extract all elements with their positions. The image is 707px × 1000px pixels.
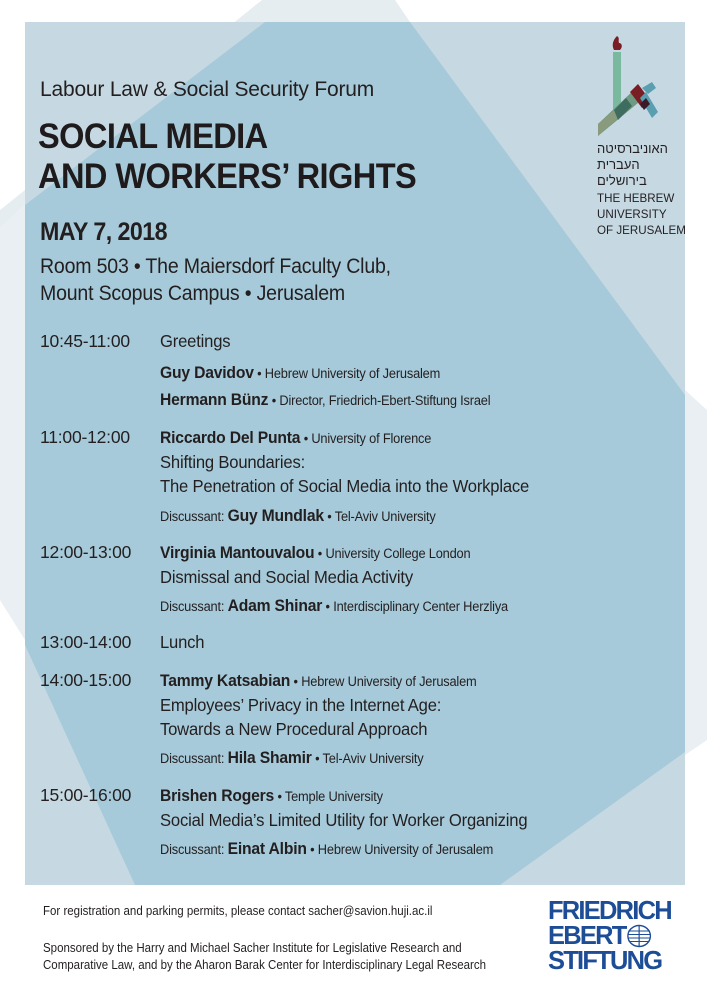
huji-hebrew-line3: בירושלים <box>597 173 647 188</box>
speaker-row <box>160 389 490 410</box>
globe-icon <box>626 924 651 948</box>
speaker-name: Hermann Bünz <box>160 391 269 409</box>
session-title: Greetings <box>160 331 231 351</box>
discussant-label: Discussant: <box>160 842 228 857</box>
talk-title-line1: Social Media’s Limited Utility for Worker Organizing <box>160 810 528 830</box>
speaker-affiliation: • Temple University <box>274 789 383 804</box>
fes-logo-line2: EBERT <box>548 920 626 950</box>
page-title-line1: SOCIAL MEDIA <box>38 117 268 156</box>
speaker-affiliation: • Hebrew University of Jerusalem <box>290 674 477 689</box>
fes-logo-line3: STIFTUNG <box>548 945 662 975</box>
fes-logo-line1: FRIEDRICH <box>548 895 671 925</box>
speaker-row <box>160 785 383 806</box>
talk-title-line1: Employees’ Privacy in the Internet Age: <box>160 695 442 715</box>
schedule-time: 14:00-15:00 <box>40 670 132 690</box>
fes-logo <box>548 895 671 975</box>
fes-logo-line2-row <box>548 920 671 950</box>
venue-line1: Room 503 • The Maiersdorf Faculty Club, <box>40 255 391 278</box>
speaker-affiliation: • Director, Friedrich-Ebert-Stiftung Israel <box>268 393 491 408</box>
schedule-time: 12:00-13:00 <box>40 542 132 562</box>
speaker-row <box>160 427 431 448</box>
speaker-name: Brishen Rogers <box>160 787 275 805</box>
page-title-line2: AND WORKERS’ RIGHTS <box>38 157 417 196</box>
speaker-affiliation: • University of Florence <box>300 431 432 446</box>
speaker-row <box>160 362 440 383</box>
huji-hebrew-line1: האוניברסיטה <box>597 141 668 156</box>
talk-title-line2: Towards a New Procedural Approach <box>160 719 428 739</box>
discussant-label: Discussant: <box>160 509 228 524</box>
talk-title-line1: Dismissal and Social Media Activity <box>160 567 413 587</box>
event-date: MAY 7, 2018 <box>40 218 168 246</box>
discussant-row <box>160 747 423 768</box>
venue-line2: Mount Scopus Campus • Jerusalem <box>40 282 346 305</box>
speaker-row <box>160 542 470 563</box>
huji-english-line3: OF JERUSALEM <box>597 224 686 237</box>
discussant-name: Hila Shamir <box>227 749 312 767</box>
discussant-affiliation: • Hebrew University of Jerusalem <box>306 842 494 857</box>
outer-light-shape-right <box>685 390 707 755</box>
schedule-time: 13:00-14:00 <box>40 632 132 652</box>
registration-contact: For registration and parking permits, please contact sacher@savion.huji.ac.il <box>43 904 433 918</box>
schedule-time: 10:45-11:00 <box>40 331 130 351</box>
talk-title-line2: The Penetration of Social Media into the Workplace <box>160 476 530 496</box>
discussant-row <box>160 505 436 526</box>
talk-title-line1: Shifting Boundaries: <box>160 452 306 472</box>
hebrew-university-emblem-icon <box>592 32 662 140</box>
schedule-time: 15:00-16:00 <box>40 785 132 805</box>
speaker-affiliation: • University College London <box>314 546 471 561</box>
schedule-time: 11:00-12:00 <box>40 427 130 447</box>
discussant-label: Discussant: <box>160 599 228 614</box>
discussant-row <box>160 838 493 859</box>
huji-english-line2: UNIVERSITY <box>597 208 667 221</box>
discussant-affiliation: • Tel-Aviv University <box>323 509 436 524</box>
speaker-affiliation: • Hebrew University of Jerusalem <box>253 366 441 381</box>
huji-english-line1: THE HEBREW <box>597 192 675 205</box>
discussant-name: Einat Albin <box>227 840 307 858</box>
speaker-name: Guy Davidov <box>160 364 254 382</box>
speaker-name: Riccardo Del Punta <box>160 429 301 447</box>
speaker-name: Virginia Mantouvalou <box>160 544 315 562</box>
sponsor-line2: Comparative Law, and by the Aharon Barak Center for Interdisciplinary Legal Research <box>43 958 486 972</box>
discussant-affiliation: • Tel-Aviv University <box>311 751 424 766</box>
speaker-name: Tammy Katsabian <box>160 672 291 690</box>
discussant-affiliation: • Interdisciplinary Center Herzliya <box>322 599 508 614</box>
discussant-row <box>160 595 508 616</box>
huji-hebrew-line2: העברית <box>597 157 640 172</box>
discussant-name: Adam Shinar <box>227 597 323 615</box>
discussant-name: Guy Mundlak <box>227 507 324 525</box>
forum-name: Labour Law & Social Security Forum <box>40 78 375 101</box>
sponsor-line1: Sponsored by the Harry and Michael Sacher Institute for Legislative Research and <box>43 941 462 955</box>
speaker-row <box>160 670 477 691</box>
session-title: Lunch <box>160 632 205 652</box>
outer-light-shape-left <box>0 205 25 640</box>
discussant-label: Discussant: <box>160 751 228 766</box>
